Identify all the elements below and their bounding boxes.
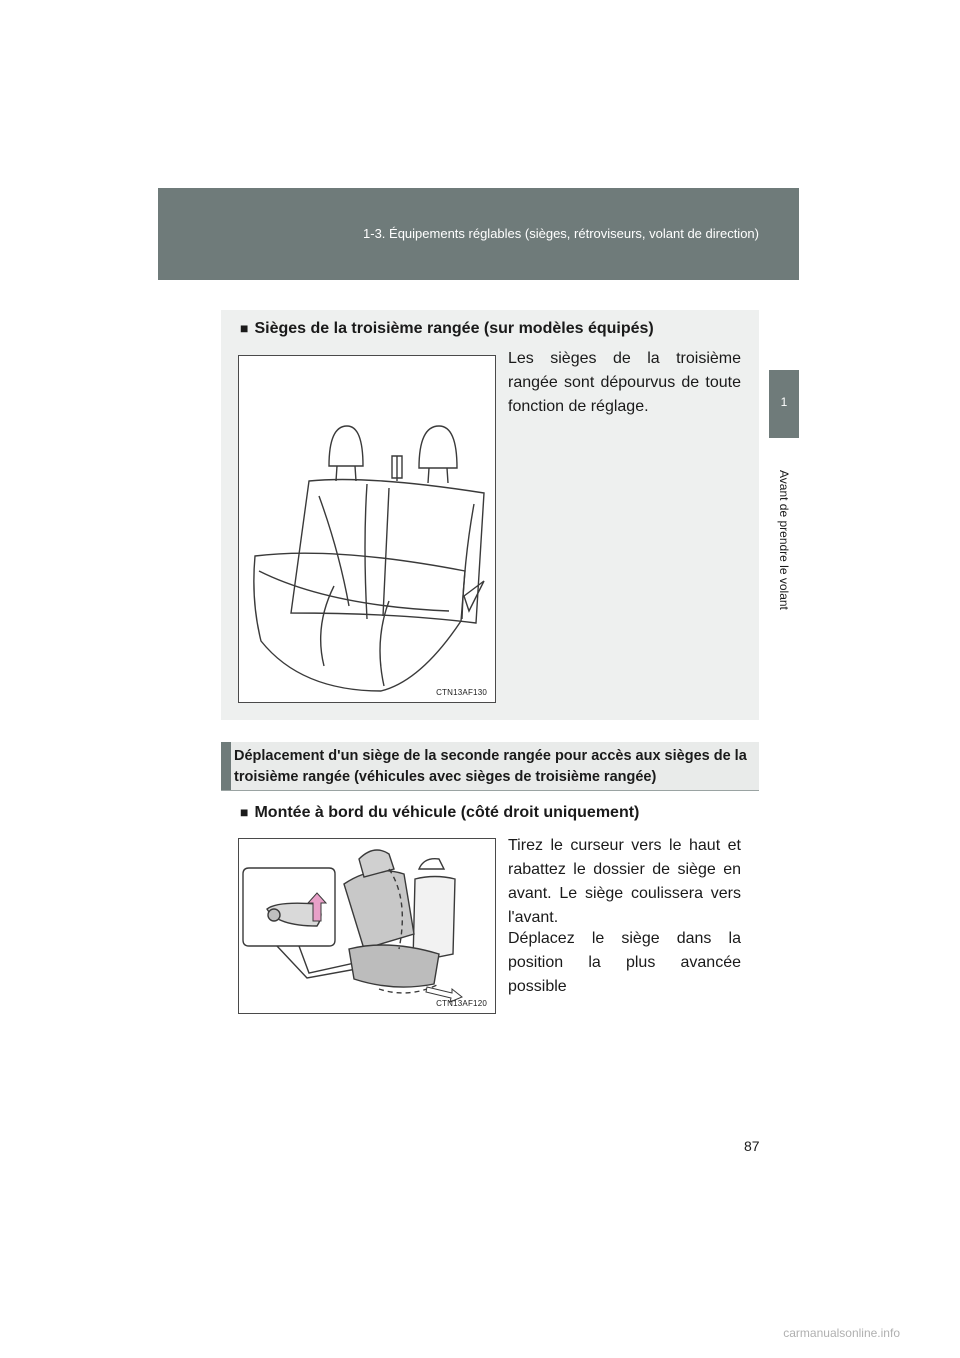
section2-subheading xyxy=(240,804,639,822)
page-number: 87 xyxy=(744,1138,760,1154)
second-row-seat-illustration xyxy=(239,839,495,1013)
bullet-square-icon: ■ xyxy=(240,804,249,820)
third-row-seat-illustration xyxy=(239,356,495,702)
section2-subheading-text: Montée à bord du véhicule (côté droit uniquement) xyxy=(254,804,640,821)
bullet-square-icon: ■ xyxy=(240,320,249,336)
section-accent-bar xyxy=(221,742,231,790)
section1-text: Les sièges de la troisième rangée sont dépourvus de toute fonction de réglage. xyxy=(508,350,741,415)
footer-watermark: carmanualsonline.info xyxy=(783,1326,900,1340)
section1-heading xyxy=(240,320,654,338)
side-tab-label: Avant de prendre le volant xyxy=(777,470,791,610)
figure-code: CTN13AF130 xyxy=(436,688,487,697)
section2-text-2: Déplacez le siège dans la position la plus avancée possible xyxy=(508,930,741,995)
second-row-seat-figure xyxy=(238,838,496,1014)
chapter-header xyxy=(158,188,799,280)
third-row-seat-figure xyxy=(238,355,496,703)
chapter-title: 1-3. Équipements réglables (sièges, rétroviseurs, volant de direction) xyxy=(363,226,759,241)
side-tab-number: 1 xyxy=(769,370,799,438)
figure-code: CTN13AF120 xyxy=(436,999,487,1008)
section2-title: Déplacement d'un siège de la seconde rangée pour accès aux sièges de la troisième rangée (véhicules avec sièges de troisième rangée) xyxy=(234,748,747,785)
section1-heading-text: Sièges de la troisième rangée (sur modèles équipés) xyxy=(254,320,654,337)
section2-text-1: Tirez le curseur vers le haut et rabattez le dossier de siège en avant. Le siège coulissera vers l'avant. xyxy=(508,837,741,926)
